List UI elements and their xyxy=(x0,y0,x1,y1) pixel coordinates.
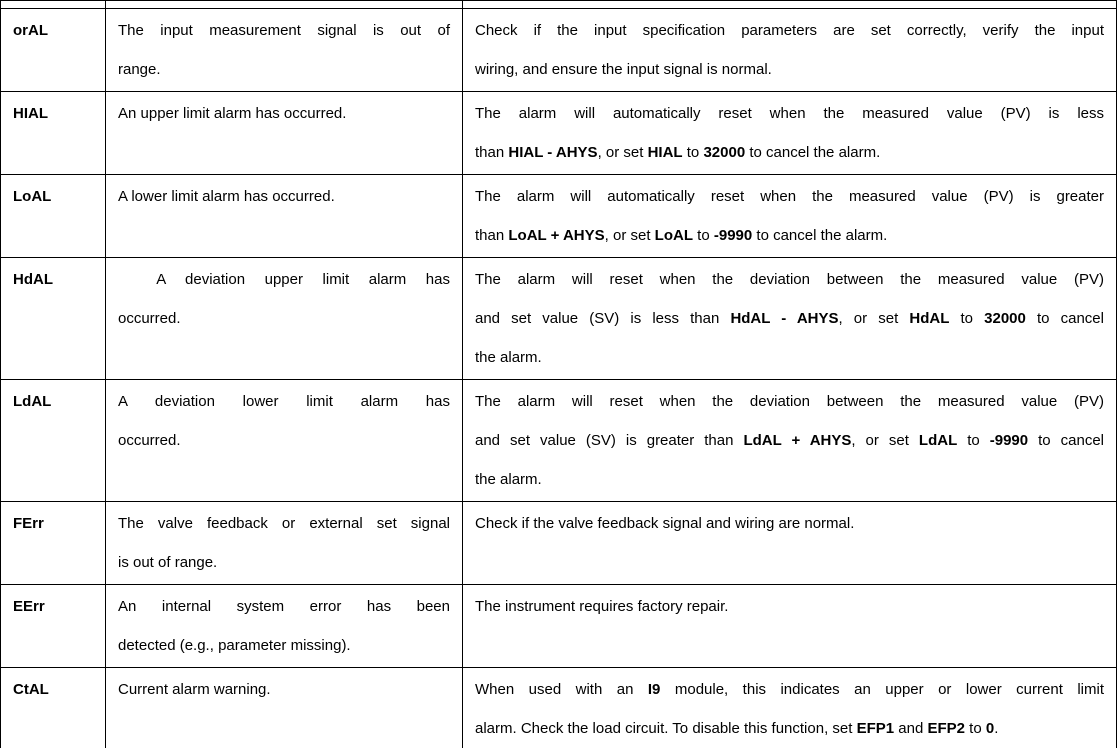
text-line: range. xyxy=(118,61,161,78)
text-line: An upper limit alarm has occurred. xyxy=(118,105,347,122)
alarm-description-cell xyxy=(106,668,463,748)
partial-cell xyxy=(463,1,1117,9)
alarm-action-cell xyxy=(463,9,1117,92)
table-row-HdAL xyxy=(1,258,1117,380)
text-line: than LoAL + AHYS, or set LoAL to -9990 to cancel the alarm. xyxy=(475,227,888,244)
alarm-code-cell: FErr xyxy=(1,502,106,585)
table-row-orAL xyxy=(1,9,1117,92)
partial-row-top xyxy=(1,1,1117,9)
text-line: alarm. Check the load circuit. To disable this function, set EFP1 and EFP2 to 0. xyxy=(475,720,999,737)
text-line: An internal system error has been xyxy=(118,598,450,615)
text-line: detected (e.g., parameter missing). xyxy=(118,637,351,654)
alarm-code-cell: CtAL xyxy=(1,668,106,748)
alarm-description-cell xyxy=(106,175,463,258)
text-line: and set value (SV) is greater than LdAL + AHYS, or set LdAL to -9990 to cancel xyxy=(475,432,1104,449)
alarm-action-cell xyxy=(463,175,1117,258)
partial-cell xyxy=(1,1,106,9)
text-line: than HIAL - AHYS, or set HIAL to 32000 to cancel the alarm. xyxy=(475,144,881,161)
alarm-description-cell xyxy=(106,585,463,668)
text-line: A deviation lower limit alarm has xyxy=(118,393,450,410)
text-line: The input measurement signal is out of xyxy=(118,22,450,39)
text-line: wiring, and ensure the input signal is normal. xyxy=(475,61,772,78)
table-row-CtAL xyxy=(1,668,1117,748)
alarm-code-cell: HdAL xyxy=(1,258,106,380)
alarm-description-cell xyxy=(106,258,463,380)
text-line: The valve feedback or external set signal xyxy=(118,515,450,532)
table-row-EErr xyxy=(1,585,1117,668)
alarm-action-cell xyxy=(463,92,1117,175)
text-line: and set value (SV) is less than HdAL - AHYS, or set HdAL to 32000 to cancel xyxy=(475,310,1104,327)
alarm-table-body xyxy=(1,1,1117,748)
table-row-FErr xyxy=(1,502,1117,585)
text-line: The alarm will reset when the deviation between the measured value (PV) xyxy=(475,393,1104,410)
alarm-description-cell xyxy=(106,380,463,502)
text-line: occurred. xyxy=(118,310,181,327)
table-row-LdAL xyxy=(1,380,1117,502)
alarm-action-cell xyxy=(463,585,1117,668)
alarm-code-cell: HIAL xyxy=(1,92,106,175)
text-line: When used with an I9 module, this indicates an upper or lower current limit xyxy=(475,681,1104,698)
text-line: The alarm will automatically reset when the measured value (PV) is greater xyxy=(475,188,1104,205)
alarm-action-cell xyxy=(463,258,1117,380)
alarm-code-cell: EErr xyxy=(1,585,106,668)
text-line: A lower limit alarm has occurred. xyxy=(118,188,335,205)
text-line: Check if the valve feedback signal and wiring are normal. xyxy=(475,515,855,532)
alarm-action-cell xyxy=(463,380,1117,502)
text-line: A deviation upper limit alarm has xyxy=(118,271,450,288)
text-line: Check if the input specification parameters are set correctly, verify the input xyxy=(475,22,1104,39)
text-line: occurred. xyxy=(118,432,181,449)
alarm-code-cell: orAL xyxy=(1,9,106,92)
alarm-code-cell: LdAL xyxy=(1,380,106,502)
text-line: The alarm will reset when the deviation between the measured value (PV) xyxy=(475,271,1104,288)
text-line: is out of range. xyxy=(118,554,218,571)
table-row-LoAL xyxy=(1,175,1117,258)
partial-cell xyxy=(106,1,463,9)
text-line: The instrument requires factory repair. xyxy=(475,598,729,615)
alarm-description-cell xyxy=(106,9,463,92)
alarm-action-cell xyxy=(463,502,1117,585)
alarm-action-cell xyxy=(463,668,1117,748)
text-line: The alarm will automatically reset when the measured value (PV) is less xyxy=(475,105,1104,122)
alarm-description-cell xyxy=(106,92,463,175)
text-line: Current alarm warning. xyxy=(118,681,271,698)
text-line: the alarm. xyxy=(475,349,542,366)
table-row-HIAL xyxy=(1,92,1117,175)
text-line: the alarm. xyxy=(475,471,542,488)
alarm-description-cell xyxy=(106,502,463,585)
alarm-code-cell: LoAL xyxy=(1,175,106,258)
